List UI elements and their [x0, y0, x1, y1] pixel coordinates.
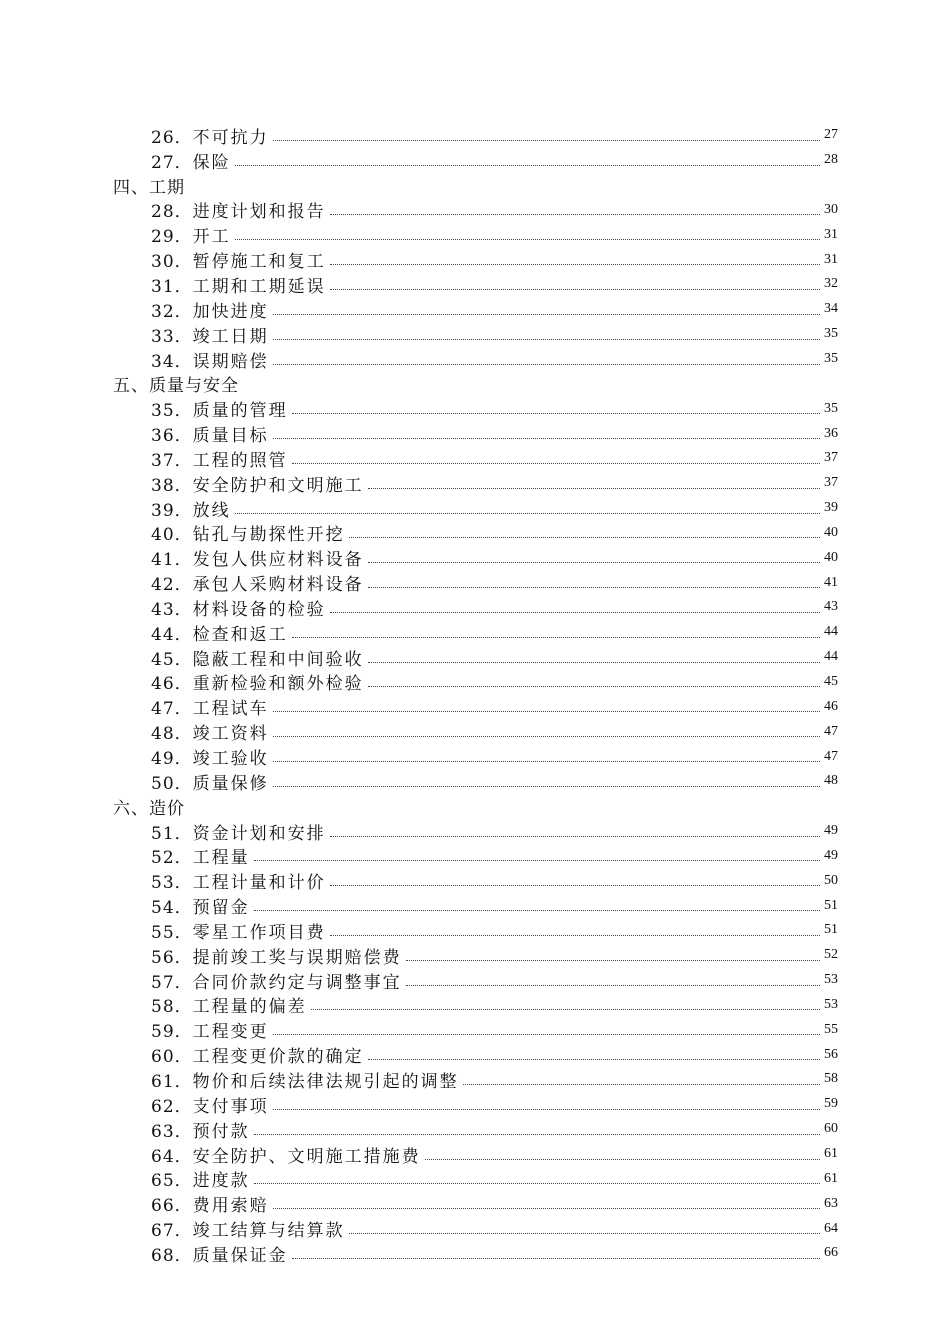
page-number: 31 — [824, 251, 838, 267]
page-number: 50 — [824, 872, 838, 888]
entry-number: 45． — [151, 649, 193, 670]
entry-title: 进度计划和报告 — [192, 202, 326, 223]
page-number: 35 — [824, 326, 838, 342]
entry-title: 误期赔偿 — [192, 351, 269, 372]
entry-title: 隐蔽工程和中间验收 — [192, 649, 364, 670]
entry-title: 安全防护和文明施工 — [192, 475, 364, 496]
page-number: 37 — [824, 475, 838, 491]
toc-entry[interactable] — [0, 918, 950, 943]
entry-number: 48． — [151, 724, 193, 745]
entry-number: 55． — [151, 922, 193, 943]
page-number: 36 — [824, 425, 838, 441]
dot-leader — [330, 836, 820, 837]
toc-entry[interactable] — [0, 670, 950, 695]
dot-leader — [368, 662, 820, 663]
toc-entry[interactable] — [0, 868, 950, 893]
toc-entry[interactable] — [0, 421, 950, 446]
entry-number: 52． — [151, 848, 193, 869]
entry-number: 51． — [151, 823, 193, 844]
toc-entry[interactable] — [0, 1017, 950, 1042]
dot-leader — [273, 364, 820, 365]
entry-title: 钻孔与勘探性开挖 — [192, 525, 345, 546]
dot-leader — [330, 289, 820, 290]
toc-entry[interactable] — [0, 521, 950, 546]
section-title: 六、造价 — [113, 798, 185, 819]
entry-title: 预付款 — [192, 1121, 250, 1142]
entry-title: 安全防护、文明施工措施费 — [192, 1146, 421, 1167]
page-number: 40 — [824, 549, 838, 565]
dot-leader — [330, 885, 820, 886]
toc-entry[interactable] — [0, 1067, 950, 1092]
entry-number: 42． — [151, 575, 193, 596]
page-number: 61 — [824, 1170, 838, 1186]
entry-number: 64． — [151, 1146, 193, 1167]
entry-number: 44． — [151, 624, 193, 645]
dot-leader — [254, 910, 820, 911]
entry-title: 质量保修 — [192, 773, 269, 794]
page-number: 56 — [824, 1046, 838, 1062]
entry-number: 68． — [151, 1245, 193, 1266]
entry-number: 58． — [151, 997, 193, 1018]
entry-number: 37． — [151, 450, 193, 471]
entry-number: 66． — [151, 1196, 193, 1217]
entry-number: 56． — [151, 947, 193, 968]
toc-entry[interactable] — [0, 993, 950, 1018]
toc-entry[interactable] — [0, 297, 950, 322]
entry-number: 34． — [151, 351, 193, 372]
entry-number: 26． — [151, 127, 193, 148]
dot-leader — [273, 736, 820, 737]
dot-leader — [368, 686, 820, 687]
page-number: 37 — [824, 450, 838, 466]
dot-leader — [273, 711, 820, 712]
entry-title: 材料设备的检验 — [192, 599, 326, 620]
toc-entry[interactable] — [0, 968, 950, 993]
page-number: 30 — [824, 201, 838, 217]
dot-leader — [349, 1233, 820, 1234]
entry-number: 67． — [151, 1221, 193, 1242]
page-number: 43 — [824, 599, 838, 615]
dot-leader — [273, 438, 820, 439]
toc-entry[interactable] — [0, 1117, 950, 1142]
dot-leader — [292, 1258, 820, 1259]
entry-title: 发包人供应材料设备 — [192, 550, 364, 571]
toc-entry[interactable] — [0, 396, 950, 421]
page-number: 39 — [824, 500, 838, 516]
page-number: 53 — [824, 972, 838, 988]
dot-leader — [368, 488, 820, 489]
dot-leader — [235, 165, 820, 166]
dot-leader — [330, 264, 820, 265]
page-number: 40 — [824, 524, 838, 540]
entry-title: 工程变更 — [192, 1022, 269, 1043]
page-number: 41 — [824, 574, 838, 590]
entry-number: 29． — [151, 227, 193, 248]
entry-number: 59． — [151, 1022, 193, 1043]
page-number: 27 — [824, 127, 838, 143]
entry-title: 质量的管理 — [192, 401, 288, 422]
entry-title: 提前竣工奖与误期赔偿费 — [192, 947, 402, 968]
entry-title: 质量目标 — [192, 426, 269, 447]
toc-entry[interactable] — [0, 819, 950, 844]
page-number: 63 — [824, 1195, 838, 1211]
entry-number: 53． — [151, 873, 193, 894]
dot-leader — [406, 985, 820, 986]
dot-leader — [406, 960, 820, 961]
entry-number: 40． — [151, 525, 193, 546]
toc-entry[interactable] — [0, 595, 950, 620]
entry-title: 工程的照管 — [192, 450, 288, 471]
dot-leader — [273, 761, 820, 762]
entry-number: 38． — [151, 475, 193, 496]
entry-title: 保险 — [192, 152, 231, 173]
toc-entry[interactable] — [0, 843, 950, 868]
entry-number: 49． — [151, 749, 193, 770]
toc-section-heading — [0, 173, 950, 198]
page-number: 44 — [824, 649, 838, 665]
dot-leader — [368, 587, 820, 588]
entry-number: 57． — [151, 972, 193, 993]
page-number: 59 — [824, 1096, 838, 1112]
dot-leader — [368, 1059, 820, 1060]
entry-title: 工期和工期延误 — [192, 276, 326, 297]
page-number: 34 — [824, 301, 838, 317]
entry-number: 31． — [151, 276, 193, 297]
toc-entry[interactable] — [0, 570, 950, 595]
page-number: 46 — [824, 698, 838, 714]
entry-number: 63． — [151, 1121, 193, 1142]
section-title: 五、质量与安全 — [113, 376, 239, 397]
entry-title: 加快进度 — [192, 301, 269, 322]
page-number: 35 — [824, 400, 838, 416]
entry-number: 43． — [151, 599, 193, 620]
dot-leader — [463, 1084, 820, 1085]
entry-number: 33． — [151, 326, 193, 347]
entry-title: 竣工日期 — [192, 326, 269, 347]
page-number: 58 — [824, 1071, 838, 1087]
dot-leader — [273, 1034, 820, 1035]
entry-number: 60． — [151, 1047, 193, 1068]
page-number: 48 — [824, 773, 838, 789]
entry-title: 费用索赔 — [192, 1196, 269, 1217]
dot-leader — [368, 562, 820, 563]
page-number: 35 — [824, 351, 838, 367]
page-number: 52 — [824, 947, 838, 963]
entry-number: 35． — [151, 401, 193, 422]
toc-entry[interactable] — [0, 446, 950, 471]
entry-title: 放线 — [192, 500, 231, 521]
toc-entry[interactable] — [0, 123, 950, 148]
entry-number: 39． — [151, 500, 193, 521]
toc-entry[interactable] — [0, 222, 950, 247]
dot-leader — [254, 860, 820, 861]
toc-entry[interactable] — [0, 545, 950, 570]
dot-leader — [273, 786, 820, 787]
toc-entry[interactable] — [0, 322, 950, 347]
entry-number: 27． — [151, 152, 193, 173]
table-of-contents — [0, 123, 950, 1266]
toc-entry[interactable] — [0, 1191, 950, 1216]
entry-number: 61． — [151, 1071, 193, 1092]
entry-title: 预留金 — [192, 898, 250, 919]
toc-entry[interactable] — [0, 471, 950, 496]
entry-number: 46． — [151, 674, 193, 695]
page-number: 44 — [824, 624, 838, 640]
page-number: 53 — [824, 996, 838, 1012]
entry-title: 竣工结算与结算款 — [192, 1221, 345, 1242]
entry-number: 62． — [151, 1096, 193, 1117]
page-number: 60 — [824, 1121, 838, 1137]
page-number: 66 — [824, 1245, 838, 1261]
entry-number: 50． — [151, 773, 193, 794]
dot-leader — [292, 413, 820, 414]
entry-number: 28． — [151, 202, 193, 223]
entry-number: 32． — [151, 301, 193, 322]
entry-title: 检查和返工 — [192, 624, 288, 645]
page-number: 45 — [824, 673, 838, 689]
toc-entry[interactable] — [0, 1241, 950, 1266]
entry-title: 零星工作项目费 — [192, 922, 326, 943]
toc-entry[interactable] — [0, 719, 950, 744]
entry-title: 竣工资料 — [192, 724, 269, 745]
page-number: 49 — [824, 823, 838, 839]
dot-leader — [425, 1159, 820, 1160]
page-number: 51 — [824, 922, 838, 938]
entry-title: 不可抗力 — [192, 127, 269, 148]
page-number: 61 — [824, 1146, 838, 1162]
dot-leader — [349, 537, 820, 538]
toc-entry[interactable] — [0, 1142, 950, 1167]
dot-leader — [273, 339, 820, 340]
toc-entry[interactable] — [0, 272, 950, 297]
page-number: 32 — [824, 276, 838, 292]
toc-section-heading — [0, 371, 950, 396]
entry-title: 工程计量和计价 — [192, 873, 326, 894]
entry-title: 承包人采购材料设备 — [192, 575, 364, 596]
page-number: 31 — [824, 226, 838, 242]
toc-entry[interactable] — [0, 1216, 950, 1241]
entry-title: 工程试车 — [192, 699, 269, 720]
toc-entry[interactable] — [0, 1042, 950, 1067]
toc-entry[interactable] — [0, 694, 950, 719]
toc-entry[interactable] — [0, 769, 950, 794]
dot-leader — [235, 239, 820, 240]
entry-title: 竣工验收 — [192, 749, 269, 770]
page-number: 49 — [824, 847, 838, 863]
entry-number: 30． — [151, 252, 193, 273]
entry-title: 开工 — [192, 227, 231, 248]
toc-entry[interactable] — [0, 744, 950, 769]
toc-entry[interactable] — [0, 247, 950, 272]
entry-number: 65． — [151, 1171, 193, 1192]
dot-leader — [254, 1134, 820, 1135]
page-number: 28 — [824, 152, 838, 168]
dot-leader — [292, 637, 820, 638]
entry-number: 54． — [151, 898, 193, 919]
entry-title: 资金计划和安排 — [192, 823, 326, 844]
toc-entry[interactable] — [0, 893, 950, 918]
dot-leader — [273, 1208, 820, 1209]
dot-leader — [273, 140, 820, 141]
entry-title: 进度款 — [192, 1171, 250, 1192]
dot-leader — [292, 463, 820, 464]
dot-leader — [254, 1183, 820, 1184]
entry-title: 工程变更价款的确定 — [192, 1047, 364, 1068]
entry-number: 41． — [151, 550, 193, 571]
toc-entry[interactable] — [0, 347, 950, 372]
entry-title: 工程量 — [192, 848, 250, 869]
dot-leader — [330, 612, 820, 613]
toc-entry[interactable] — [0, 943, 950, 968]
page-number: 51 — [824, 897, 838, 913]
entry-title: 合同价款约定与调整事宜 — [192, 972, 402, 993]
page-number: 64 — [824, 1220, 838, 1236]
dot-leader — [273, 314, 820, 315]
toc-entry[interactable] — [0, 496, 950, 521]
toc-entry[interactable] — [0, 198, 950, 223]
toc-entry[interactable] — [0, 620, 950, 645]
entry-title: 质量保证金 — [192, 1245, 288, 1266]
page-number: 55 — [824, 1021, 838, 1037]
dot-leader — [330, 214, 820, 215]
dot-leader — [235, 513, 820, 514]
dot-leader — [330, 935, 820, 936]
entry-number: 36． — [151, 426, 193, 447]
page-number: 47 — [824, 723, 838, 739]
entry-title: 暂停施工和复工 — [192, 252, 326, 273]
toc-section-heading — [0, 794, 950, 819]
dot-leader — [311, 1009, 820, 1010]
entry-title: 支付事项 — [192, 1096, 269, 1117]
toc-entry[interactable] — [0, 645, 950, 670]
section-title: 四、工期 — [113, 177, 185, 198]
toc-entry[interactable] — [0, 1092, 950, 1117]
toc-entry[interactable] — [0, 1166, 950, 1191]
entry-title: 重新检验和额外检验 — [192, 674, 364, 695]
page-number: 47 — [824, 748, 838, 764]
entry-title: 物价和后续法律法规引起的调整 — [192, 1071, 459, 1092]
toc-entry[interactable] — [0, 148, 950, 173]
entry-number: 47． — [151, 699, 193, 720]
entry-title: 工程量的偏差 — [192, 997, 307, 1018]
dot-leader — [273, 1109, 820, 1110]
